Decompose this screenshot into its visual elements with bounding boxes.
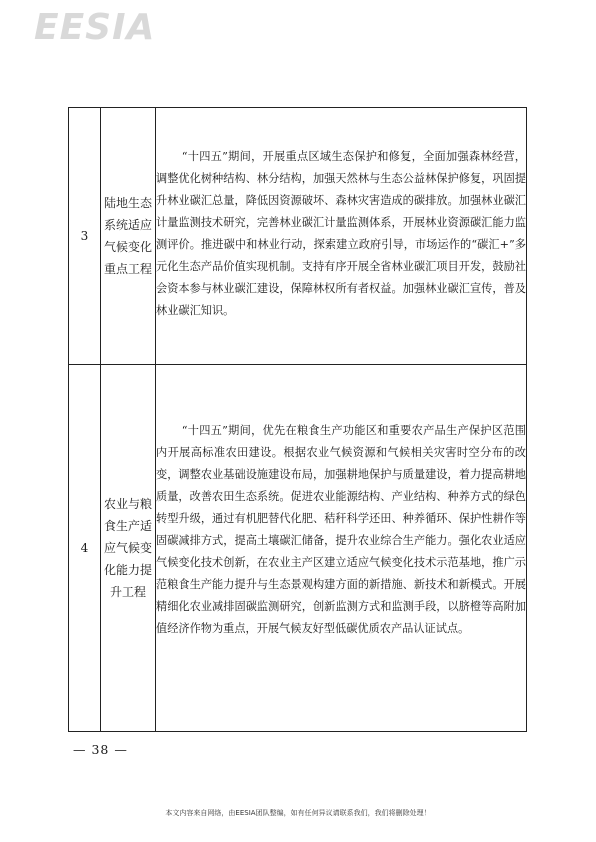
projects-table: [68, 107, 527, 732]
project-content-cell: [156, 365, 527, 732]
source-footer-note: 本文内容来自网络，由EESIA团队整编，如有任何异议请联系我们，我们将删除处理！: [165, 809, 431, 817]
project-content-cell: [156, 108, 527, 365]
project-name: 农业与粮食生产适应气候变化能力提升工程: [101, 365, 156, 732]
table-row: [69, 108, 527, 365]
eesia-logo: EESIA: [34, 7, 156, 48]
row-number: 3: [69, 108, 101, 365]
table-row: [69, 365, 527, 732]
project-content: “十四五”期间，优先在粮食生产功能区和重要农产品生产保护区范围内开展高标准农田建设。根据农业气候资源和气候相关灾害时空分布的改变，调整农业基础设施建设布局，加强耕地保护与质量建设，着力提高耕地质量，改善农田生态系统。促进农业能源结构、产业结构、种养方式的绿色转型升级，通过有机肥替代化肥、秸秆科学还田、种养循环、保护性耕作等固碳减排方式，提高土壤碳汇储备，提升农业综合生产能力。强化农业适应气候变化技术创新，在农业主产区建立适应气候变化技术示范基地，推广示范粮食生产能力提升与生态景观构建方面的新措施、新技术和新模式。开展精细化农业减排固碳监测研究，创新监测方式和监测手段，以脐橙等高附加值经济作物为重点，开展气候友好型低碳优质农产品认证试点。: [156, 424, 526, 635]
project-content: “十四五”期间，开展重点区域生态保护和修复，全面加强森林经营，调整优化树种结构、林分结构，加强天然林与生态公益林保护修复，巩固提升林业碳汇总量，降低因资源破坏、森林灾害造成的碳排放。加强林业碳汇计量监测技术研究，完善林业碳汇计量监测体系，开展林业资源碳汇能力监测评价。推进碳中和林业行动，探索建立政府引导，市场运作的“碳汇+”多元化生态产品价值实现机制。支持有序开展全省林业碳汇项目开发，鼓励社会资本参与林业碳汇建设，保障林权所有者权益。加强林业碳汇宣传，普及林业碳汇知识。: [156, 150, 526, 317]
project-name: 陆地生态系统适应气候变化重点工程: [101, 108, 156, 365]
row-number: 4: [69, 365, 101, 732]
page-number: — 38 —: [73, 742, 128, 757]
